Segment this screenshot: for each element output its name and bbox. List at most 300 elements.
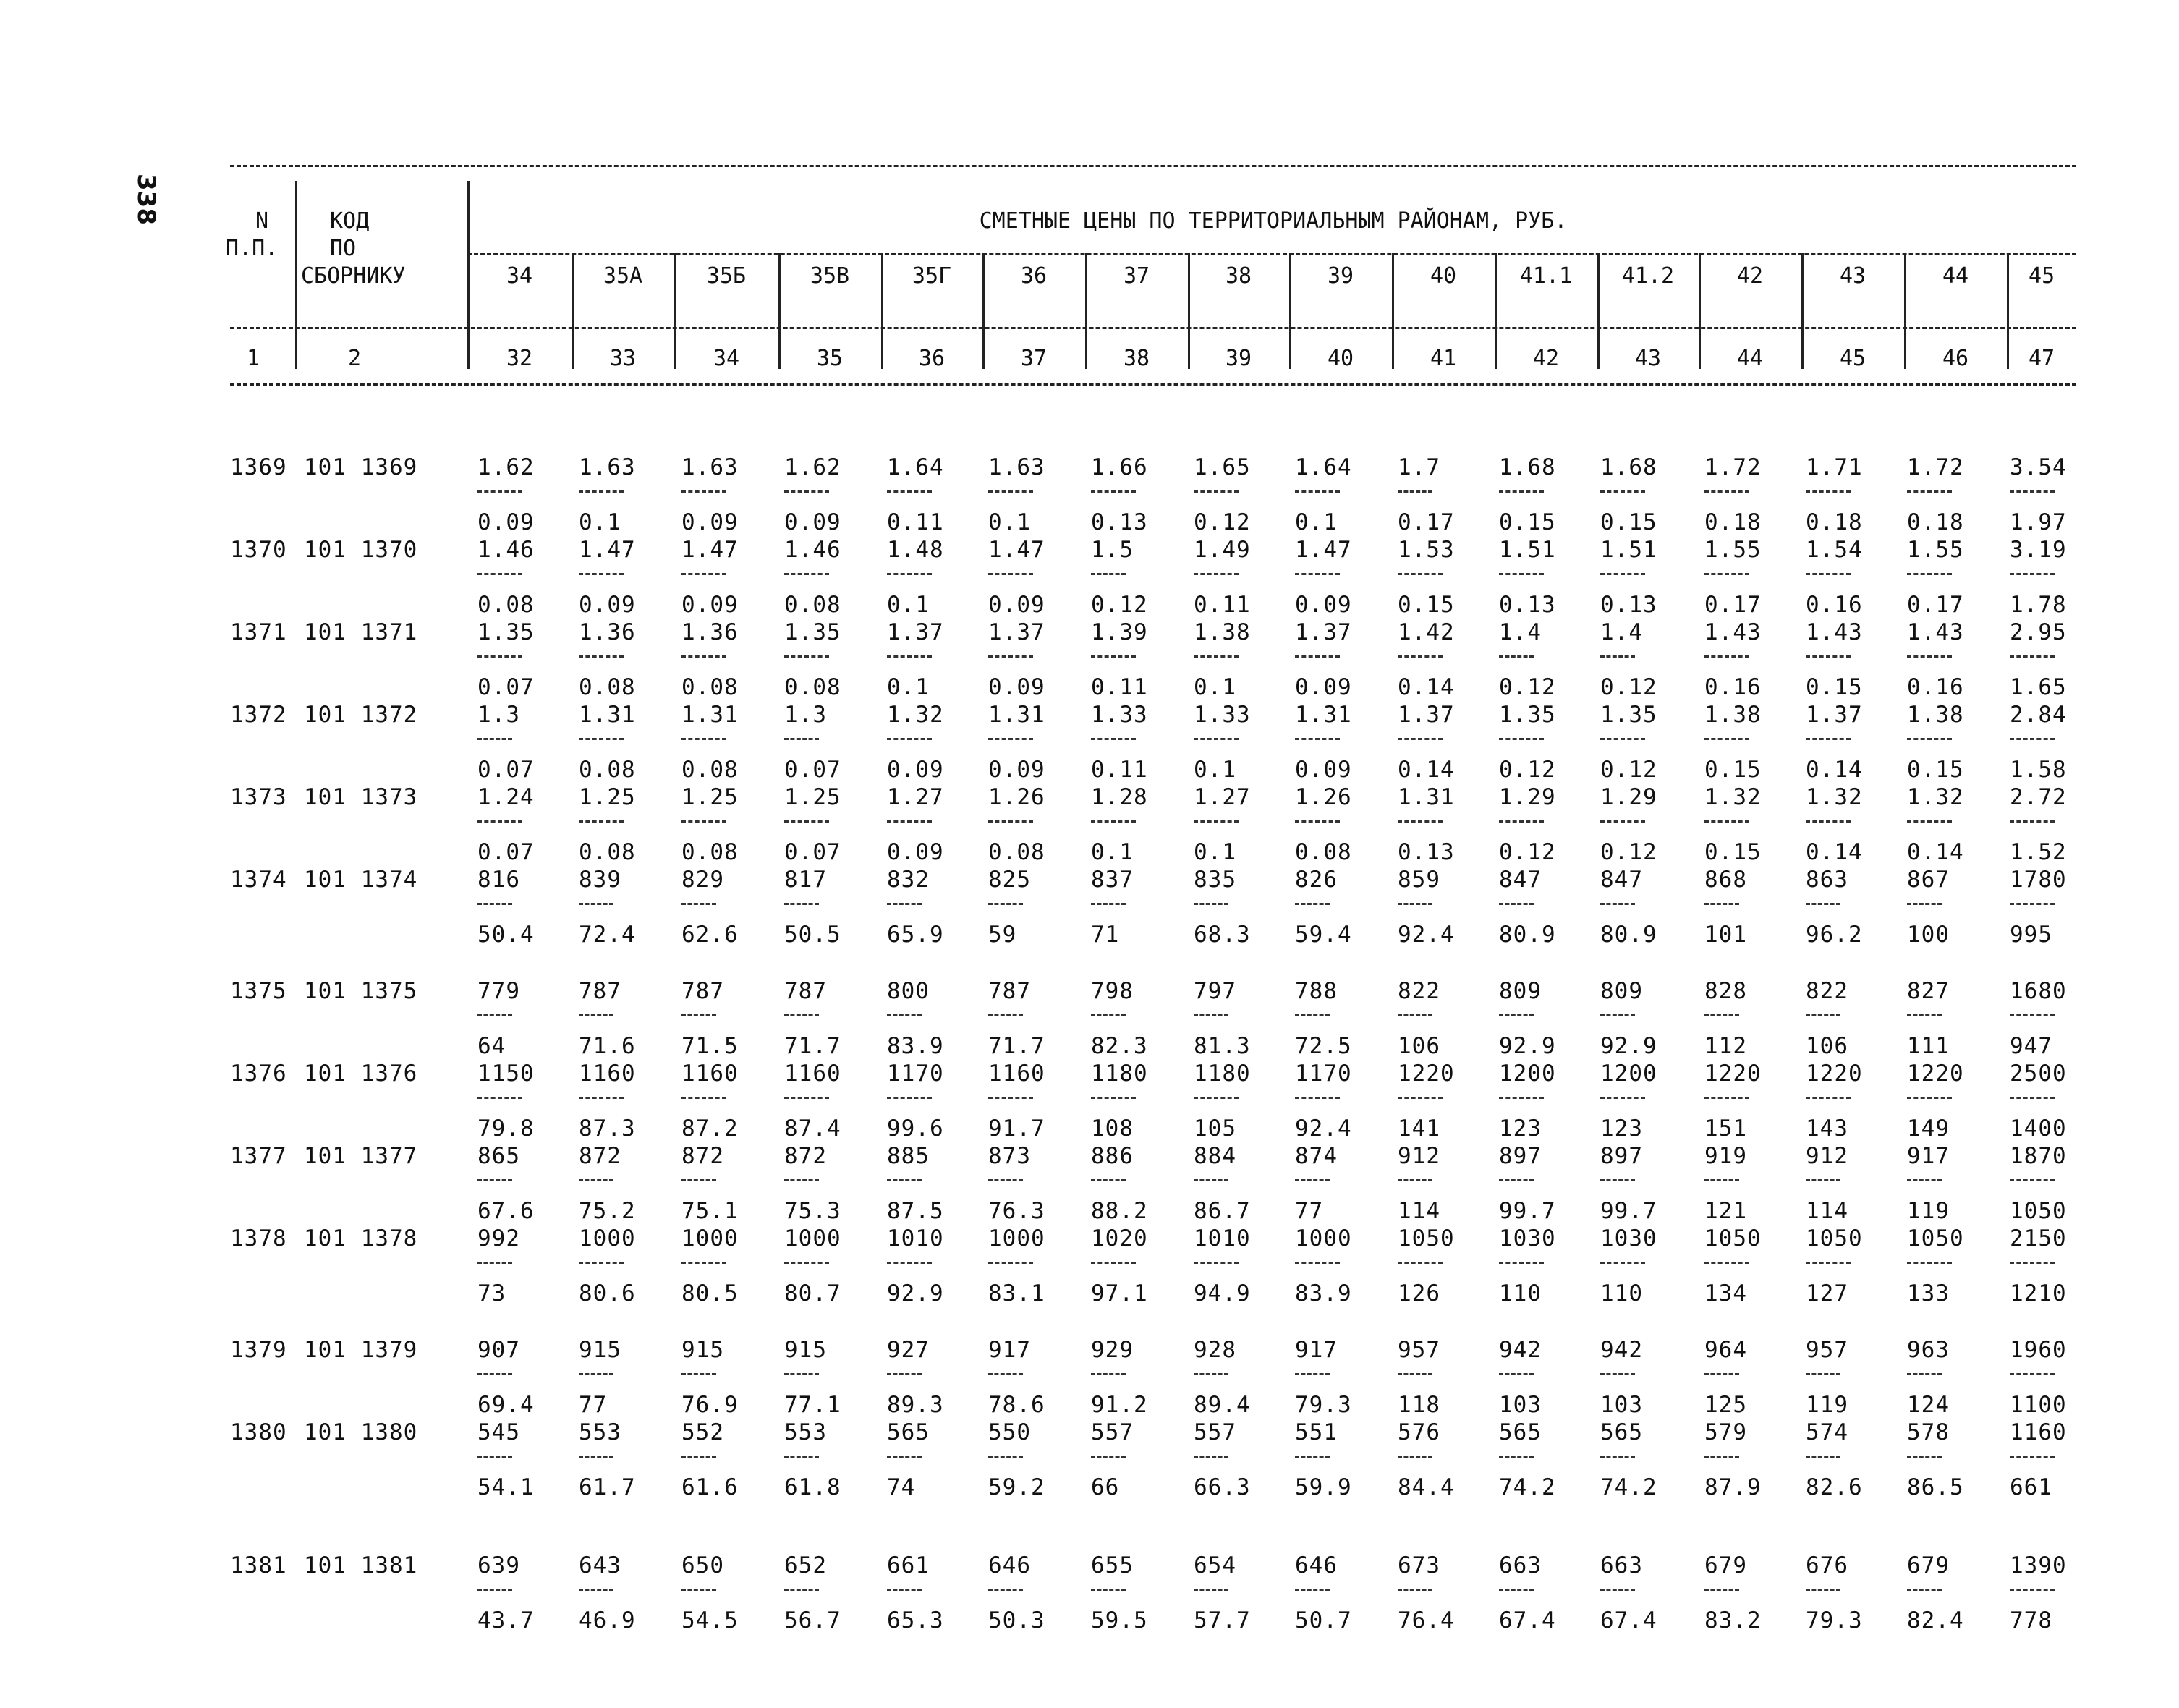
- price-total: 2.72: [2010, 784, 2067, 810]
- column-separator: [674, 253, 676, 369]
- price-wage: 0.09: [988, 757, 1045, 783]
- fraction-line: [579, 490, 624, 493]
- price-total: 1.68: [1600, 454, 1657, 480]
- price-wage: 65.9: [887, 922, 944, 948]
- price-total: 1000: [784, 1225, 841, 1252]
- price-total: 1050: [1806, 1225, 1863, 1252]
- fraction-line: [1499, 738, 1544, 740]
- column-separator: [1801, 253, 1804, 369]
- price-total: 1.51: [1600, 537, 1657, 563]
- price-wage: 0.15: [1398, 592, 1455, 618]
- fraction-line: [1194, 1014, 1228, 1016]
- price-wage: 0.11: [887, 509, 944, 535]
- price-wage: 79.3: [1806, 1607, 1863, 1633]
- fraction-line: [681, 820, 726, 823]
- district-header: 35В: [810, 263, 850, 289]
- price-total: 1.27: [887, 784, 944, 810]
- price-wage: 59.5: [1091, 1607, 1148, 1633]
- price-wage: 1050: [2010, 1198, 2067, 1224]
- row-code: 101 1374: [304, 867, 418, 893]
- fraction-line: [2010, 1262, 2055, 1264]
- price-wage: 71.6: [579, 1033, 636, 1059]
- row-code: 101 1376: [304, 1061, 418, 1087]
- price-wage: 99.7: [1499, 1198, 1556, 1224]
- price-wage: 0.15: [1704, 757, 1762, 783]
- price-total: 1.64: [1295, 454, 1352, 480]
- fraction-line: [1194, 1097, 1239, 1099]
- row-code: 101 1373: [304, 784, 418, 810]
- fraction-line: [1806, 1014, 1840, 1016]
- price-total: 859: [1398, 867, 1440, 893]
- price-total: 1000: [988, 1225, 1045, 1252]
- fraction-line: [1907, 1097, 1952, 1099]
- price-total: 676: [1806, 1552, 1848, 1579]
- district-header: 34: [506, 263, 533, 289]
- fraction-line: [1398, 1179, 1432, 1181]
- price-total: 1.3: [477, 702, 520, 728]
- fraction-line: [681, 903, 716, 905]
- fraction-line: [887, 1014, 922, 1016]
- district-header: 35Б: [706, 263, 747, 289]
- price-total: 1.51: [1499, 537, 1556, 563]
- price-total: 1030: [1499, 1225, 1556, 1252]
- price-wage: 0.16: [1907, 674, 1964, 700]
- fraction-line: [1091, 655, 1136, 658]
- fraction-line: [1091, 1262, 1136, 1264]
- price-wage: 0.07: [477, 839, 535, 865]
- fraction-line: [1806, 738, 1851, 740]
- row-code: 101 1370: [304, 537, 418, 563]
- price-total: 912: [1398, 1143, 1440, 1169]
- price-wage: 0.12: [1600, 757, 1657, 783]
- price-wage: 0.09: [988, 674, 1045, 700]
- price-wage: 0.14: [1806, 757, 1863, 783]
- price-wage: 0.09: [1295, 592, 1352, 618]
- price-wage: 82.4: [1907, 1607, 1964, 1633]
- price-total: 1.3: [784, 702, 827, 728]
- price-wage: 0.08: [988, 839, 1045, 865]
- price-wage: 1.78: [2010, 592, 2067, 618]
- header-np: N: [255, 208, 269, 234]
- column-separator: [1597, 253, 1600, 369]
- fraction-line: [477, 1373, 512, 1375]
- fraction-line: [1600, 573, 1645, 575]
- price-total: 992: [477, 1225, 520, 1252]
- fraction-line: [1600, 1589, 1635, 1591]
- price-wage: 0.17: [1907, 592, 1964, 618]
- price-wage: 103: [1499, 1392, 1542, 1418]
- price-total: 822: [1398, 978, 1440, 1004]
- price-wage: 0.14: [1806, 839, 1863, 865]
- column-number: 38: [1123, 346, 1150, 371]
- fraction-line: [1806, 1179, 1840, 1181]
- price-total: 1.55: [1907, 537, 1964, 563]
- fraction-line: [1499, 1014, 1534, 1016]
- fraction-line: [477, 738, 512, 740]
- fraction-line: [1398, 655, 1443, 658]
- fraction-line: [1600, 1456, 1635, 1458]
- price-total: 1.32: [1907, 784, 1964, 810]
- price-wage: 0.18: [1704, 509, 1762, 535]
- fraction-line: [1907, 1589, 1942, 1591]
- price-total: 1020: [1091, 1225, 1148, 1252]
- fraction-line: [579, 1014, 613, 1016]
- price-total: 1.26: [1295, 784, 1352, 810]
- price-wage: 59.4: [1295, 922, 1352, 948]
- fraction-line: [2010, 1373, 2055, 1375]
- price-total: 928: [1194, 1337, 1236, 1363]
- price-total: 2150: [2010, 1225, 2067, 1252]
- price-total: 550: [988, 1419, 1031, 1445]
- price-total: 919: [1704, 1143, 1747, 1169]
- price-wage: 103: [1600, 1392, 1643, 1418]
- fraction-line: [1907, 738, 1952, 740]
- row-code: 101 1372: [304, 702, 418, 728]
- price-total: 1.31: [1295, 702, 1352, 728]
- price-wage: 86.5: [1907, 1474, 1964, 1500]
- price-wage: 0.09: [887, 839, 944, 865]
- price-wage: 87.3: [579, 1116, 636, 1142]
- column-separator: [778, 253, 781, 369]
- price-total: 1.31: [681, 702, 739, 728]
- fraction-line: [1704, 820, 1749, 823]
- price-total: 1160: [988, 1061, 1045, 1087]
- price-wage: 74.2: [1499, 1474, 1556, 1500]
- price-total: 578: [1907, 1419, 1950, 1445]
- price-total: 863: [1806, 867, 1848, 893]
- fraction-line: [477, 1456, 512, 1458]
- fraction-line: [887, 1262, 932, 1264]
- price-wage: 71.5: [681, 1033, 739, 1059]
- price-total: 1160: [681, 1061, 739, 1087]
- price-wage: 87.9: [1704, 1474, 1762, 1500]
- price-wage: 778: [2010, 1607, 2052, 1633]
- price-total: 835: [1194, 867, 1236, 893]
- price-total: 907: [477, 1337, 520, 1363]
- price-total: 1.62: [477, 454, 535, 480]
- price-total: 829: [681, 867, 724, 893]
- price-wage: 80.6: [579, 1280, 636, 1307]
- fraction-line: [887, 490, 932, 493]
- price-total: 650: [681, 1552, 724, 1579]
- fraction-line: [1806, 1097, 1851, 1099]
- price-wage: 0.09: [1295, 674, 1352, 700]
- row-np: 1374: [230, 867, 287, 893]
- price-wage: 0.1: [1194, 839, 1236, 865]
- price-wage: 0.09: [681, 509, 739, 535]
- price-total: 964: [1704, 1337, 1747, 1363]
- price-total: 1.72: [1704, 454, 1762, 480]
- fraction-line: [1398, 573, 1443, 575]
- fraction-line: [1194, 1456, 1228, 1458]
- fraction-line: [1398, 1373, 1432, 1375]
- fraction-line: [1907, 1262, 1952, 1264]
- price-total: 1010: [1194, 1225, 1251, 1252]
- fraction-line: [2010, 655, 2055, 658]
- price-wage: 72.4: [579, 922, 636, 948]
- price-total: 1.31: [988, 702, 1045, 728]
- fraction-line: [784, 490, 829, 493]
- price-total: 552: [681, 1419, 724, 1445]
- fraction-line: [784, 1262, 829, 1264]
- fraction-line: [1398, 903, 1432, 905]
- price-total: 874: [1295, 1143, 1338, 1169]
- price-wage: 88.2: [1091, 1198, 1148, 1224]
- price-wage: 0.11: [1194, 592, 1251, 618]
- fraction-line: [2010, 820, 2055, 823]
- price-total: 1220: [1704, 1061, 1762, 1087]
- price-wage: 124: [1907, 1392, 1950, 1418]
- fraction-line: [784, 1179, 819, 1181]
- fraction-line: [579, 1589, 613, 1591]
- price-wage: 1210: [2010, 1280, 2067, 1307]
- fraction-line: [1295, 490, 1340, 493]
- fraction-line: [681, 1097, 726, 1099]
- column-number: 47: [2028, 346, 2055, 371]
- fraction-line: [988, 1097, 1033, 1099]
- price-wage: 118: [1398, 1392, 1440, 1418]
- price-wage: 0.16: [1806, 592, 1863, 618]
- price-wage: 141: [1398, 1116, 1440, 1142]
- price-wage: 110: [1600, 1280, 1643, 1307]
- price-total: 868: [1704, 867, 1747, 893]
- price-wage: 127: [1806, 1280, 1848, 1307]
- price-wage: 0.17: [1704, 592, 1762, 618]
- district-header: 38: [1225, 263, 1252, 289]
- price-total: 809: [1600, 978, 1643, 1004]
- price-wage: 0.1: [1194, 674, 1236, 700]
- fraction-line: [681, 1456, 716, 1458]
- column-separator: [1188, 253, 1190, 369]
- fraction-line: [1295, 1373, 1330, 1375]
- price-wage: 71.7: [988, 1033, 1045, 1059]
- price-wage: 83.2: [1704, 1607, 1762, 1633]
- price-wage: 0.15: [1907, 757, 1964, 783]
- price-total: 779: [477, 978, 520, 1004]
- price-total: 1160: [784, 1061, 841, 1087]
- fraction-line: [988, 820, 1033, 823]
- price-wage: 947: [2010, 1033, 2052, 1059]
- fraction-line: [1295, 738, 1340, 740]
- price-wage: 0.1: [988, 509, 1031, 535]
- price-total: 3.19: [2010, 537, 2067, 563]
- price-total: 1.46: [477, 537, 535, 563]
- fraction-line: [784, 738, 819, 740]
- fraction-line: [1600, 903, 1635, 905]
- price-total: 565: [887, 1419, 930, 1445]
- price-total: 1220: [1907, 1061, 1964, 1087]
- price-total: 1.43: [1907, 619, 1964, 645]
- fraction-line: [579, 820, 624, 823]
- price-wage: 82.3: [1091, 1033, 1148, 1059]
- district-header: 42: [1736, 263, 1764, 289]
- fraction-line: [1398, 1589, 1432, 1591]
- price-wage: 1.65: [2010, 674, 2067, 700]
- fraction-line: [1295, 1456, 1330, 1458]
- price-total: 1.49: [1194, 537, 1251, 563]
- fraction-line: [1907, 655, 1952, 658]
- fraction-line: [1907, 1373, 1942, 1375]
- column-number: 40: [1327, 346, 1354, 371]
- fraction-line: [1806, 490, 1851, 493]
- fraction-line: [579, 655, 624, 658]
- price-wage: 74: [887, 1474, 916, 1500]
- price-wage: 0.15: [1600, 509, 1657, 535]
- price-total: 1.32: [1806, 784, 1863, 810]
- price-total: 915: [579, 1337, 621, 1363]
- fraction-line: [681, 1014, 716, 1016]
- price-total: 1.63: [579, 454, 636, 480]
- price-total: 2.84: [2010, 702, 2067, 728]
- price-wage: 0.12: [1499, 674, 1556, 700]
- price-total: 1.26: [988, 784, 1045, 810]
- price-wage: 143: [1806, 1116, 1848, 1142]
- price-wage: 0.12: [1600, 674, 1657, 700]
- price-wage: 105: [1194, 1116, 1236, 1142]
- price-wage: 87.5: [887, 1198, 944, 1224]
- fraction-line: [1091, 1014, 1126, 1016]
- price-wage: 101: [1704, 922, 1747, 948]
- fraction-line: [1704, 1373, 1739, 1375]
- price-total: 817: [784, 867, 827, 893]
- price-total: 679: [1704, 1552, 1747, 1579]
- column-separator: [1085, 253, 1087, 369]
- price-wage: 0.08: [579, 674, 636, 700]
- price-total: 1200: [1499, 1061, 1556, 1087]
- column-number: 32: [506, 346, 533, 371]
- price-total: 565: [1600, 1419, 1643, 1445]
- column-separator: [1289, 253, 1291, 369]
- price-wage: 133: [1907, 1280, 1950, 1307]
- price-wage: 72.5: [1295, 1033, 1352, 1059]
- row-np: 1376: [230, 1061, 287, 1087]
- fraction-line: [477, 1014, 512, 1016]
- price-total: 1170: [1295, 1061, 1352, 1087]
- fraction-line: [1398, 820, 1443, 823]
- fraction-line: [1907, 490, 1952, 493]
- price-wage: 0.18: [1806, 509, 1863, 535]
- column-number: 43: [1634, 346, 1662, 371]
- price-total: 1.53: [1398, 537, 1455, 563]
- price-total: 1390: [2010, 1552, 2067, 1579]
- fraction-line: [988, 738, 1033, 740]
- fraction-line: [1499, 1179, 1534, 1181]
- price-wage: 0.12: [1499, 757, 1556, 783]
- fraction-line: [1499, 1262, 1544, 1264]
- fraction-line: [1907, 1179, 1942, 1181]
- price-wage: 59: [988, 922, 1017, 948]
- price-wage: 0.08: [477, 592, 535, 618]
- price-wage: 0.1: [1295, 509, 1338, 535]
- fraction-line: [1295, 1589, 1330, 1591]
- price-wage: 83.9: [887, 1033, 944, 1059]
- price-total: 1.35: [1499, 702, 1556, 728]
- fraction-line: [1499, 1373, 1534, 1375]
- fraction-line: [1398, 738, 1443, 740]
- fraction-line: [784, 1589, 819, 1591]
- price-total: 1150: [477, 1061, 535, 1087]
- price-total: 1.38: [1907, 702, 1964, 728]
- fraction-line: [477, 1179, 512, 1181]
- price-total: 1.33: [1194, 702, 1251, 728]
- fraction-line: [887, 1589, 922, 1591]
- price-total: 886: [1091, 1143, 1134, 1169]
- price-total: 816: [477, 867, 520, 893]
- fraction-line: [2010, 738, 2055, 740]
- district-header: 44: [1942, 263, 1969, 289]
- price-wage: 0.08: [1295, 839, 1352, 865]
- price-total: 565: [1499, 1419, 1542, 1445]
- fraction-line: [1295, 1262, 1340, 1264]
- price-wage: 0.08: [784, 592, 841, 618]
- fraction-line: [1499, 655, 1534, 658]
- fraction-line: [1295, 1097, 1340, 1099]
- fraction-line: [1091, 1097, 1136, 1099]
- price-total: 557: [1194, 1419, 1236, 1445]
- price-wage: 71.7: [784, 1033, 841, 1059]
- fraction-line: [1907, 573, 1952, 575]
- fraction-line: [1704, 655, 1749, 658]
- price-wage: 126: [1398, 1280, 1440, 1307]
- price-wage: 0.09: [579, 592, 636, 618]
- row-code: 101 1369: [304, 454, 418, 480]
- column-separator: [2007, 253, 2009, 369]
- price-wage: 1.97: [2010, 509, 2067, 535]
- fraction-line: [1091, 1373, 1126, 1375]
- fraction-line: [1704, 738, 1749, 740]
- price-wage: 96.2: [1806, 922, 1863, 948]
- price-wage: 89.3: [887, 1392, 944, 1418]
- fraction-line: [1295, 903, 1330, 905]
- price-wage: 100: [1907, 922, 1950, 948]
- fraction-line: [1704, 1456, 1739, 1458]
- column-number: 42: [1532, 346, 1560, 371]
- row-code: 101 1375: [304, 978, 418, 1004]
- price-total: 1.46: [784, 537, 841, 563]
- price-total: 1.36: [579, 619, 636, 645]
- fraction-line: [1704, 1097, 1749, 1099]
- price-wage: 119: [1806, 1392, 1848, 1418]
- header-rule: [230, 383, 2076, 386]
- price-wage: 66.3: [1194, 1474, 1251, 1500]
- price-wage: 92.9: [887, 1280, 944, 1307]
- fraction-line: [1600, 1262, 1645, 1264]
- price-total: 1220: [1806, 1061, 1863, 1087]
- fraction-line: [2010, 490, 2055, 493]
- price-total: 1680: [2010, 978, 2067, 1004]
- fraction-line: [2010, 1456, 2055, 1458]
- fraction-line: [784, 655, 829, 658]
- fraction-line: [681, 490, 726, 493]
- fraction-line: [988, 1456, 1023, 1458]
- fraction-line: [2010, 1589, 2055, 1591]
- row-np: 1375: [230, 978, 287, 1004]
- fraction-line: [477, 655, 522, 658]
- price-total: 661: [887, 1552, 930, 1579]
- price-wage: 76.4: [1398, 1607, 1455, 1633]
- price-total: 1.31: [579, 702, 636, 728]
- price-total: 1.37: [887, 619, 944, 645]
- price-total: 1.66: [1091, 454, 1148, 480]
- fraction-line: [887, 903, 922, 905]
- fraction-line: [477, 1097, 522, 1099]
- price-total: 1000: [1295, 1225, 1352, 1252]
- price-total: 828: [1704, 978, 1747, 1004]
- fraction-line: [1091, 573, 1126, 575]
- price-wage: 0.12: [1499, 839, 1556, 865]
- row-np: 1378: [230, 1225, 287, 1252]
- price-wage: 61.6: [681, 1474, 739, 1500]
